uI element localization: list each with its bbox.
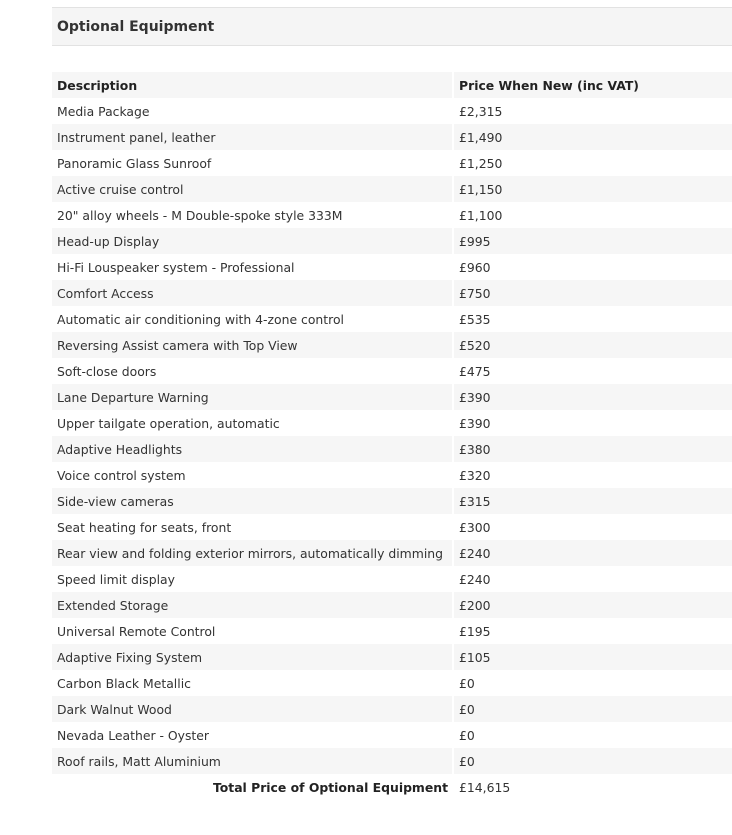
table-row — [52, 436, 732, 462]
equipment-price: £960 — [452, 254, 732, 280]
table-row — [52, 540, 732, 566]
equipment-price: £750 — [452, 280, 732, 306]
equipment-price: £300 — [452, 514, 732, 540]
table-row — [52, 150, 732, 176]
equipment-description: Voice control system — [52, 462, 452, 488]
total-value: £14,615 — [452, 774, 732, 800]
equipment-price: £315 — [452, 488, 732, 514]
equipment-price: £200 — [452, 592, 732, 618]
table-row — [52, 618, 732, 644]
table-row — [52, 696, 732, 722]
optional-equipment-table — [52, 72, 732, 800]
equipment-description: Head-up Display — [52, 228, 452, 254]
table-header-row — [52, 72, 732, 98]
table-row — [52, 488, 732, 514]
table-row — [52, 280, 732, 306]
table-row — [52, 306, 732, 332]
equipment-description: Universal Remote Control — [52, 618, 452, 644]
equipment-description: Side-view cameras — [52, 488, 452, 514]
table-row — [52, 202, 732, 228]
equipment-description: Adaptive Headlights — [52, 436, 452, 462]
equipment-description: Adaptive Fixing System — [52, 644, 452, 670]
table-row — [52, 462, 732, 488]
table-row — [52, 722, 732, 748]
equipment-price: £0 — [452, 748, 732, 774]
equipment-price: £1,150 — [452, 176, 732, 202]
equipment-description: Lane Departure Warning — [52, 384, 452, 410]
equipment-price: £995 — [452, 228, 732, 254]
equipment-description: Dark Walnut Wood — [52, 696, 452, 722]
equipment-description: Panoramic Glass Sunroof — [52, 150, 452, 176]
equipment-price: £0 — [452, 696, 732, 722]
table-row — [52, 566, 732, 592]
equipment-price: £1,490 — [452, 124, 732, 150]
column-header-description: Description — [52, 72, 452, 98]
optional-equipment-section — [52, 7, 732, 46]
equipment-price: £390 — [452, 384, 732, 410]
table-row — [52, 748, 732, 774]
equipment-price: £1,100 — [452, 202, 732, 228]
total-row — [52, 774, 732, 800]
equipment-description: Upper tailgate operation, automatic — [52, 410, 452, 436]
equipment-description: Seat heating for seats, front — [52, 514, 452, 540]
table-row — [52, 176, 732, 202]
table-row — [52, 670, 732, 696]
equipment-description: Speed limit display — [52, 566, 452, 592]
table-row — [52, 384, 732, 410]
column-header-price: Price When New (inc VAT) — [452, 72, 732, 98]
table-row — [52, 358, 732, 384]
equipment-price: £0 — [452, 722, 732, 748]
table-body — [52, 98, 732, 774]
equipment-description: Soft-close doors — [52, 358, 452, 384]
equipment-description: Reversing Assist camera with Top View — [52, 332, 452, 358]
section-title: Optional Equipment — [57, 18, 215, 35]
table-row — [52, 592, 732, 618]
equipment-description: Hi-Fi Louspeaker system - Professional — [52, 254, 452, 280]
table-row — [52, 228, 732, 254]
equipment-price: £520 — [452, 332, 732, 358]
table-row — [52, 98, 732, 124]
equipment-price: £1,250 — [452, 150, 732, 176]
equipment-price: £105 — [452, 644, 732, 670]
table-row — [52, 410, 732, 436]
equipment-description: Nevada Leather - Oyster — [52, 722, 452, 748]
equipment-price: £240 — [452, 566, 732, 592]
equipment-price: £2,315 — [452, 98, 732, 124]
table-row — [52, 644, 732, 670]
equipment-description: Media Package — [52, 98, 452, 124]
equipment-price: £390 — [452, 410, 732, 436]
equipment-price: £240 — [452, 540, 732, 566]
equipment-price: £535 — [452, 306, 732, 332]
equipment-description: Instrument panel, leather — [52, 124, 452, 150]
table-row — [52, 514, 732, 540]
table-row — [52, 332, 732, 358]
equipment-description: Rear view and folding exterior mirrors, automatically dimming — [52, 540, 452, 566]
equipment-description: Carbon Black Metallic — [52, 670, 452, 696]
equipment-description: Comfort Access — [52, 280, 452, 306]
total-label: Total Price of Optional Equipment — [52, 774, 452, 800]
table-row — [52, 124, 732, 150]
equipment-description: Automatic air conditioning with 4-zone control — [52, 306, 452, 332]
equipment-price: £0 — [452, 670, 732, 696]
table-row — [52, 254, 732, 280]
equipment-description: Roof rails, Matt Aluminium — [52, 748, 452, 774]
equipment-price: £195 — [452, 618, 732, 644]
equipment-description: Active cruise control — [52, 176, 452, 202]
equipment-price: £320 — [452, 462, 732, 488]
section-header — [52, 7, 732, 46]
equipment-description: 20" alloy wheels - M Double-spoke style 333M — [52, 202, 452, 228]
equipment-price: £475 — [452, 358, 732, 384]
equipment-price: £380 — [452, 436, 732, 462]
equipment-description: Extended Storage — [52, 592, 452, 618]
